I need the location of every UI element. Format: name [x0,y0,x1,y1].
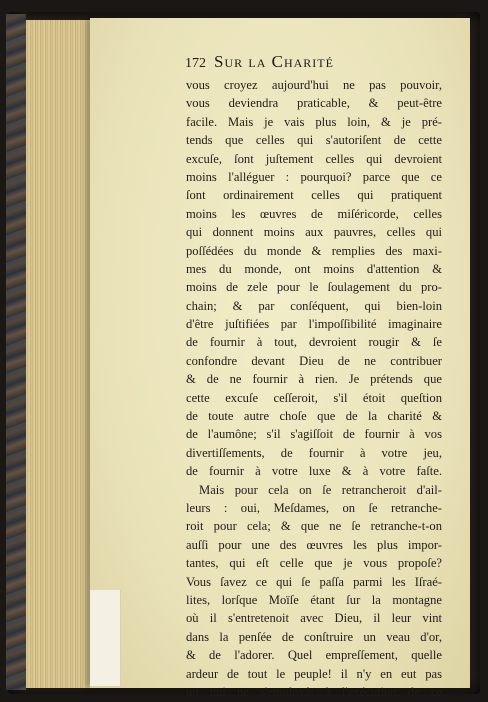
body-text [186,76,442,701]
text-line: cette excuſe ceſſeroit, s'il étoit queſtion [186,390,442,405]
text-line: excuſe, ſont juſtement celles qui devroient [186,151,442,166]
text-line: d'être juſtifiées par l'impoſſibilité imaginaire [186,317,442,332]
text-line: moins l'alléguer : pourquoi? parce que ce [186,169,442,184]
text-line: Vous ſavez ce qui ſe paſſa parmi les Iſraé- [186,574,442,589]
page-edges [26,20,91,688]
text-line: de fournir à tout, devroient rougir & ſe [186,335,442,350]
text-line: ſont ordinairement celles qui pratiquent [186,188,442,203]
text-line: auſſi pour une des œuvres les plus impor- [186,537,442,552]
text-line: divertiſſements, de fournir à votre jeu, [186,445,442,460]
text-line: de toute autre choſe que de la charité & [186,409,442,424]
text-line: roit pour cela; & que ne ſe retranche-t-on [186,519,442,534]
text-line: moins les œuvres de miſéricorde, celles [186,206,442,221]
text-line: moins de zele pour le ſoulagement du pro- [186,280,442,295]
text-line: confondre devant Dieu de ne contribuer [186,353,442,368]
text-line: où il s'entretenoit avec Dieu, il leur vint [186,611,442,626]
text-line: leurs : oui, Meſdames, on ſe retranche- [186,500,442,515]
running-title: Sur la Charité [214,52,334,71]
text-line: lites, lorſque Moïſe étant ſur la montagne [186,592,442,607]
paper-tab [90,590,121,686]
page-number: 172 [185,56,206,71]
text-line: de fournir à votre luxe & à votre faſte. [186,464,442,479]
text-line: chain; & par conſéquent, qui bien-loin [186,298,442,313]
text-line: un qui ne s'employât à l'exécution de ce [186,684,442,699]
text-line: ardeur de tout le peuple! il n'y en eut pas [186,666,442,681]
text-line: vous croyez aujourd'hui ne pas pouvoir, [186,78,442,92]
text-line: vous deviendra praticable, & peut-être [186,96,442,111]
text-line: mes du monde, ont moins d'attention & [186,261,442,276]
text-line: tantes, qui eſt celle que je vous propoſe? [186,556,442,571]
text-line: & de l'adorer. Quel empreſſement, quelle [186,648,442,663]
text-line: & de ne fournir à rien. Je prétends que [186,372,442,387]
text-line: poſſédées du monde & remplies des maxi- [186,243,442,258]
text-line: dans la penſée de conſtruire un veau d'or, [186,629,442,644]
text-line: Mais pour cela on ſe retrancheroit d'ail- [199,482,442,497]
text-line: facile. Mais je vais plus loin, & je pré- [186,114,442,129]
marbled-cover-edge [6,14,26,690]
text-line: tends que celles qui s'autoriſent de cette [186,133,442,148]
page-header [185,52,465,74]
text-line: qui donnent moins aux pauvres, celles qui [186,225,442,240]
text-line: de l'aumône; s'il s'agiſſoit de fournir à vos [186,427,442,442]
